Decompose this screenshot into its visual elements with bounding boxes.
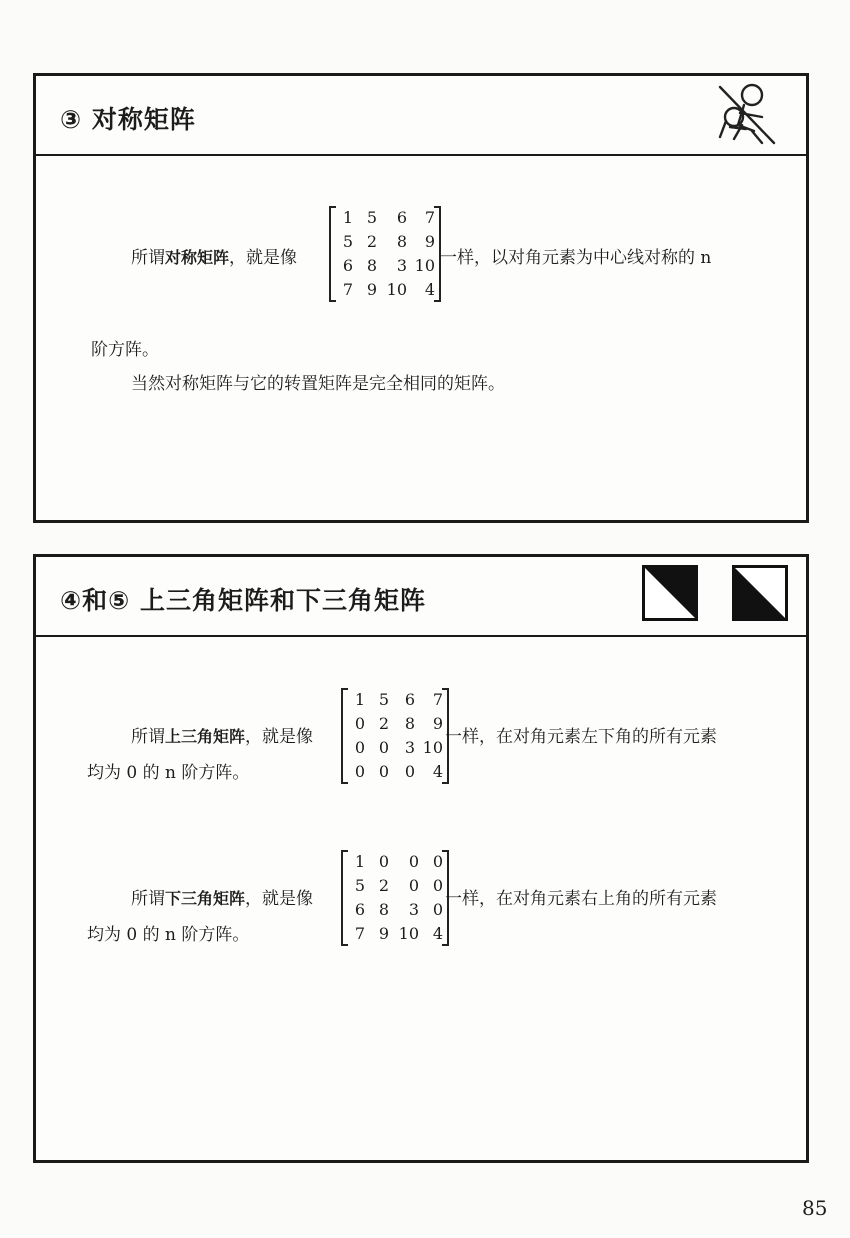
upper-triangular-definition-continued: 均为 0 的 n 阶方阵。 — [87, 763, 250, 783]
matrix-cell: 0 — [432, 876, 443, 895]
matrix-cell: 2 — [378, 876, 389, 895]
matrix-cell: 10 — [414, 256, 435, 275]
term-upper-triangular: 上三角矩阵 — [165, 727, 246, 746]
text-fragment: 所谓 — [131, 727, 165, 747]
lower-triangular-definition-continued: 均为 0 的 n 阶方阵。 — [87, 925, 250, 945]
section-title: ③ 对称矩阵 — [60, 105, 196, 134]
matrix-cell: 6 — [342, 256, 353, 275]
matrix-row — [335, 278, 435, 302]
matrix-cell: 0 — [408, 876, 419, 895]
matrix-cell: 8 — [396, 232, 407, 251]
text-fragment: ，就是像 — [229, 248, 298, 268]
matrix-cell: 5 — [342, 232, 353, 251]
matrix-cell: 10 — [386, 280, 407, 299]
matrix-cell: 1 — [354, 690, 365, 709]
section-title: ④和⑤ 上三角矩阵和下三角矩阵 — [60, 586, 427, 615]
matrix-cell: 4 — [432, 924, 443, 943]
symmetric-matrix-example — [329, 206, 441, 302]
upper-triangular-definition-tail: 一样，在对角元素左下角的所有元素 — [445, 727, 717, 747]
symmetric-definition — [131, 246, 297, 270]
matrix-cell: 4 — [424, 280, 435, 299]
matrix-cell: 9 — [424, 232, 435, 251]
text-fragment: 所谓 — [131, 889, 165, 909]
matrix-row — [347, 874, 443, 898]
matrix-cell: 6 — [354, 900, 365, 919]
matrix-cell: 2 — [378, 714, 389, 733]
matrix-cell: 5 — [354, 876, 365, 895]
upper-triangular-definition — [131, 725, 313, 749]
upper-triangular-matrix-example — [341, 688, 449, 784]
matrix-cell: 1 — [342, 208, 353, 227]
matrix-cell: 3 — [396, 256, 407, 275]
matrix-cell: 2 — [366, 232, 377, 251]
matrix-cell: 5 — [378, 690, 389, 709]
two-figures-mirror-icon — [712, 81, 784, 151]
symmetric-definition-tail: 一样，以对角元素为中心线对称的 n — [440, 248, 712, 268]
matrix-row — [347, 688, 443, 712]
symmetric-transpose-note: 当然对称矩阵与它的转置矩阵是完全相同的矩阵。 — [131, 374, 505, 394]
matrix-cell: 5 — [366, 208, 377, 227]
page-number: 85 — [802, 1196, 828, 1220]
matrix-row — [347, 898, 443, 922]
matrix-row — [347, 712, 443, 736]
matrix-cell: 7 — [432, 690, 443, 709]
symmetric-matrix-section — [33, 73, 809, 523]
matrix-cell: 8 — [404, 714, 415, 733]
upper-triangle-icon — [642, 565, 698, 621]
matrix-cell: 6 — [404, 690, 415, 709]
matrix-cell: 0 — [354, 762, 365, 781]
matrix-cell: 0 — [432, 900, 443, 919]
text-fragment: ，就是像 — [245, 889, 314, 909]
term-lower-triangular: 下三角矩阵 — [165, 889, 246, 908]
symmetric-definition-continued: 阶方阵。 — [91, 340, 159, 360]
matrix-cell: 10 — [422, 738, 443, 757]
section-header — [36, 557, 806, 637]
lower-triangular-definition-tail: 一样，在对角元素右上角的所有元素 — [445, 889, 717, 909]
matrix-row — [347, 736, 443, 760]
triangular-matrix-section — [33, 554, 809, 1163]
text-fragment: ，就是像 — [245, 727, 314, 747]
term-symmetric-matrix: 对称矩阵 — [165, 248, 230, 267]
matrix-cell: 8 — [366, 256, 377, 275]
matrix-cell: 1 — [354, 852, 365, 871]
lower-triangle-icon — [732, 565, 788, 621]
matrix-cell: 7 — [354, 924, 365, 943]
matrix-cell: 0 — [354, 738, 365, 757]
matrix-cell: 6 — [396, 208, 407, 227]
matrix-cell: 9 — [378, 924, 389, 943]
matrix-cell: 0 — [378, 762, 389, 781]
matrix-cell: 8 — [378, 900, 389, 919]
matrix-row — [347, 922, 443, 946]
matrix-cell: 0 — [378, 852, 389, 871]
matrix-row — [335, 230, 435, 254]
matrix-row — [347, 850, 443, 874]
lower-triangular-matrix-example — [341, 850, 449, 946]
matrix-cell: 9 — [432, 714, 443, 733]
matrix-cell: 10 — [398, 924, 419, 943]
matrix-cell: 3 — [408, 900, 419, 919]
matrix-cell: 0 — [354, 714, 365, 733]
matrix-cell: 7 — [342, 280, 353, 299]
lower-triangular-definition — [131, 887, 313, 911]
matrix-cell: 0 — [408, 852, 419, 871]
section-header — [36, 76, 806, 156]
matrix-cell: 9 — [366, 280, 377, 299]
matrix-cell: 4 — [432, 762, 443, 781]
matrix-row — [335, 206, 435, 230]
matrix-cell: 7 — [424, 208, 435, 227]
matrix-cell: 0 — [404, 762, 415, 781]
matrix-row — [347, 760, 443, 784]
matrix-cell: 3 — [404, 738, 415, 757]
matrix-row — [335, 254, 435, 278]
matrix-cell: 0 — [378, 738, 389, 757]
matrix-cell: 0 — [432, 852, 443, 871]
text-fragment: 所谓 — [131, 248, 165, 268]
